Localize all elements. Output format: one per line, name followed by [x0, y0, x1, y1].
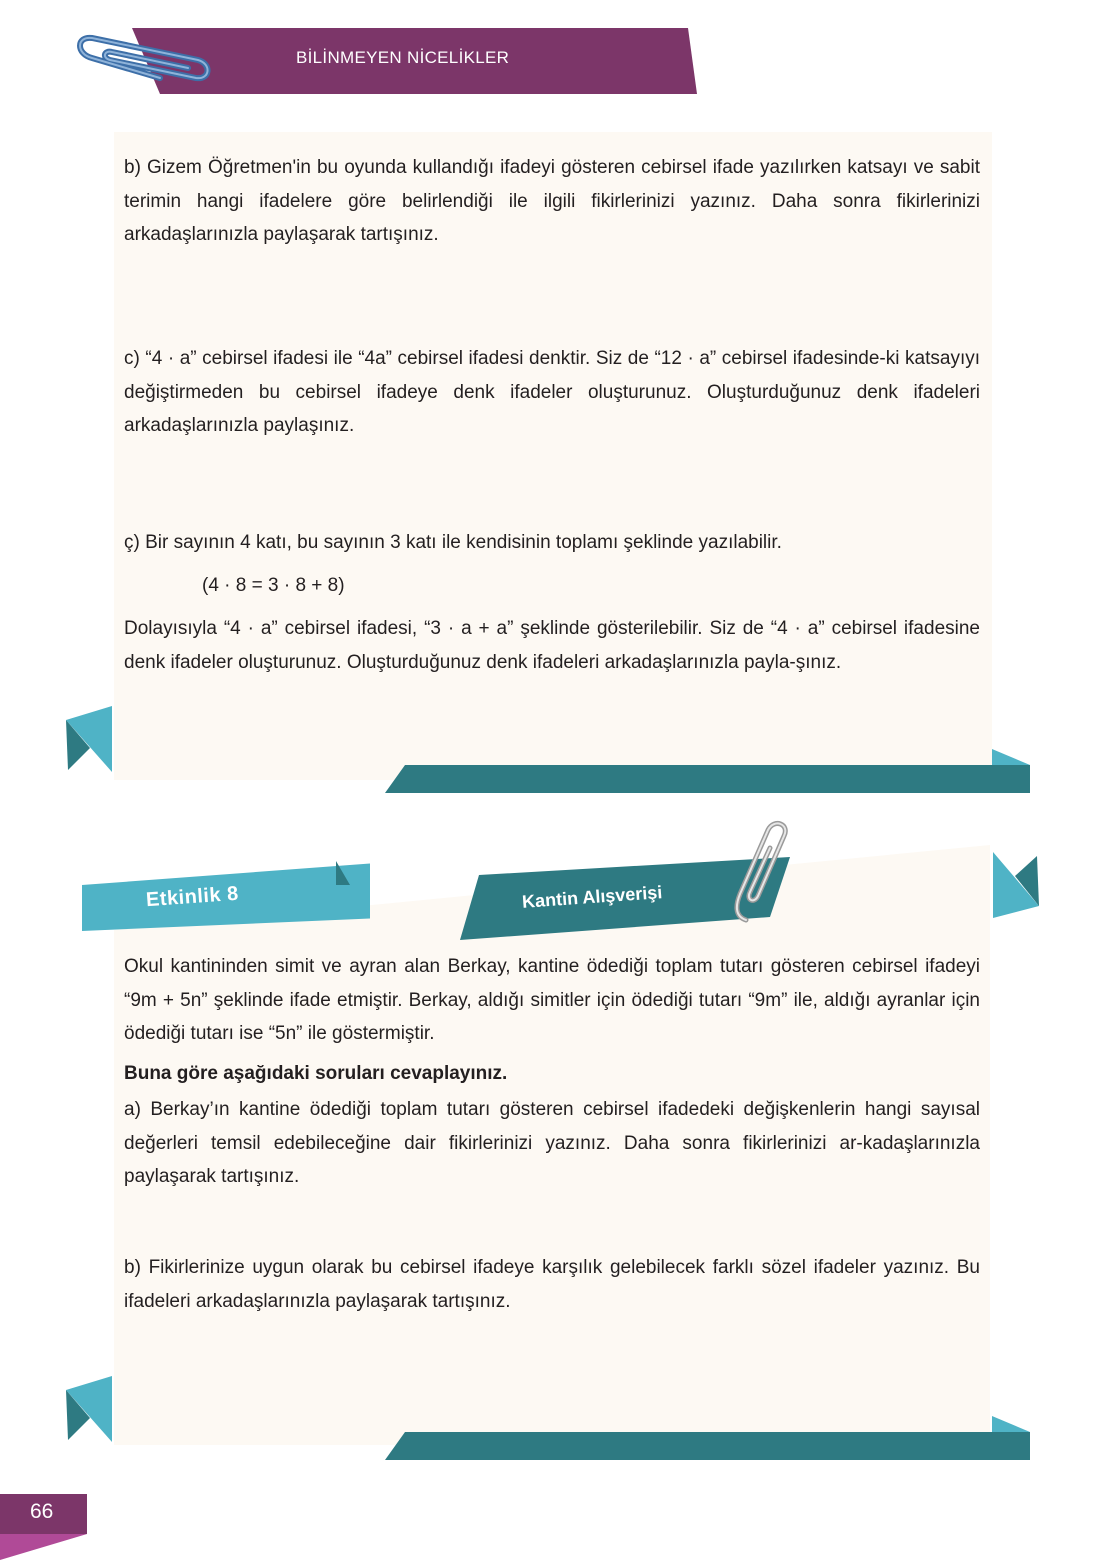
bottom-ribbon: [380, 1412, 1040, 1467]
paperclip-icon: [70, 16, 230, 96]
activity-question-a: a) Berkay’ın kantine ödediği toplam tutarı gösteren cebirsel ifadedeki değişkenlerin hangi sayısal değerleri temsil edebileceğine dair fikirlerinizi yazınız. Daha sonra fikirlerinizi ar-kadaşlarınızla paylaşarak tartışınız.: [124, 1099, 980, 1187]
page-number: 66: [30, 1500, 54, 1523]
question-cc-continued: Dolayısıyla “4 · a” cebirsel ifadesi, “3 · a + a” şeklinde gösterilebilir. Siz de “4 · a” cebirsel ifadesine denk ifadeler oluşturunuz. Oluşturduğunuz denk ifadeleri arkadaşlarınızla payla-şınız.: [124, 618, 980, 673]
bottom-ribbon: [380, 745, 1040, 800]
chapter-title: BİLİNMEYEN NİCELİKLER: [296, 48, 510, 67]
question-b: b) Gizem Öğretmen'in bu oyunda kullandığı ifadeyi gösteren cebirsel ifade yazılırken katsayı ve sabit terimin hangi ifadelere göre belirlendiği ile ilgili fikirlerinizi yazınız. Daha sonra fikirlerinizi arkadaşlarınızla paylaşarak tartışınız.: [124, 157, 980, 245]
question-c: c) “4 · a” cebirsel ifadesi ile “4a” cebirsel ifadesi denktir. Siz de “12 · a” cebirsel ifadesinde-ki katsayıyı değiştirmeden bu cebirsel ifadeye denk ifadeler oluşturunuz. Oluşturduğunuz denk ifadeleri arkadaşlarınızla paylaşınız.: [124, 348, 980, 436]
corner-ribbon-left: [60, 1370, 120, 1460]
paperclip-icon: [728, 820, 798, 930]
equation: (4 · 8 = 3 · 8 + 8): [202, 575, 345, 596]
activity-label: Etkinlik 8: [145, 882, 240, 912]
activity-question-b: b) Fikirlerinize uygun olarak bu cebirsel ifadeye karşılık gelebilecek farklı sözel ifadeler yazınız. Bu ifadeleri arkadaşlarınızla paylaşarak tartışınız.: [124, 1257, 980, 1312]
corner-ribbon-left: [60, 700, 120, 790]
activity-intro: Okul kantininden simit ve ayran alan Berkay, kantine ödediği toplam tutarı gösteren cebirsel ifadeyi “9m + 5n” şeklinde ifade etmiştir. Berkay, aldığı simitler için ödediği tutarı “9m” ile, aldığı ayranlar için ödediği tutarı ise “5n” ile göstermiştir.: [124, 956, 980, 1044]
activity-title: Kantin Alışverişi: [521, 882, 663, 912]
activity-prompt: Buna göre aşağıdaki soruları cevaplayınız.: [124, 1063, 508, 1084]
corner-ribbon-right: [985, 848, 1045, 928]
question-cc: ç) Bir sayının 4 katı, bu sayının 3 katı ile kendisinin toplamı şeklinde yazılabilir.: [124, 532, 782, 553]
